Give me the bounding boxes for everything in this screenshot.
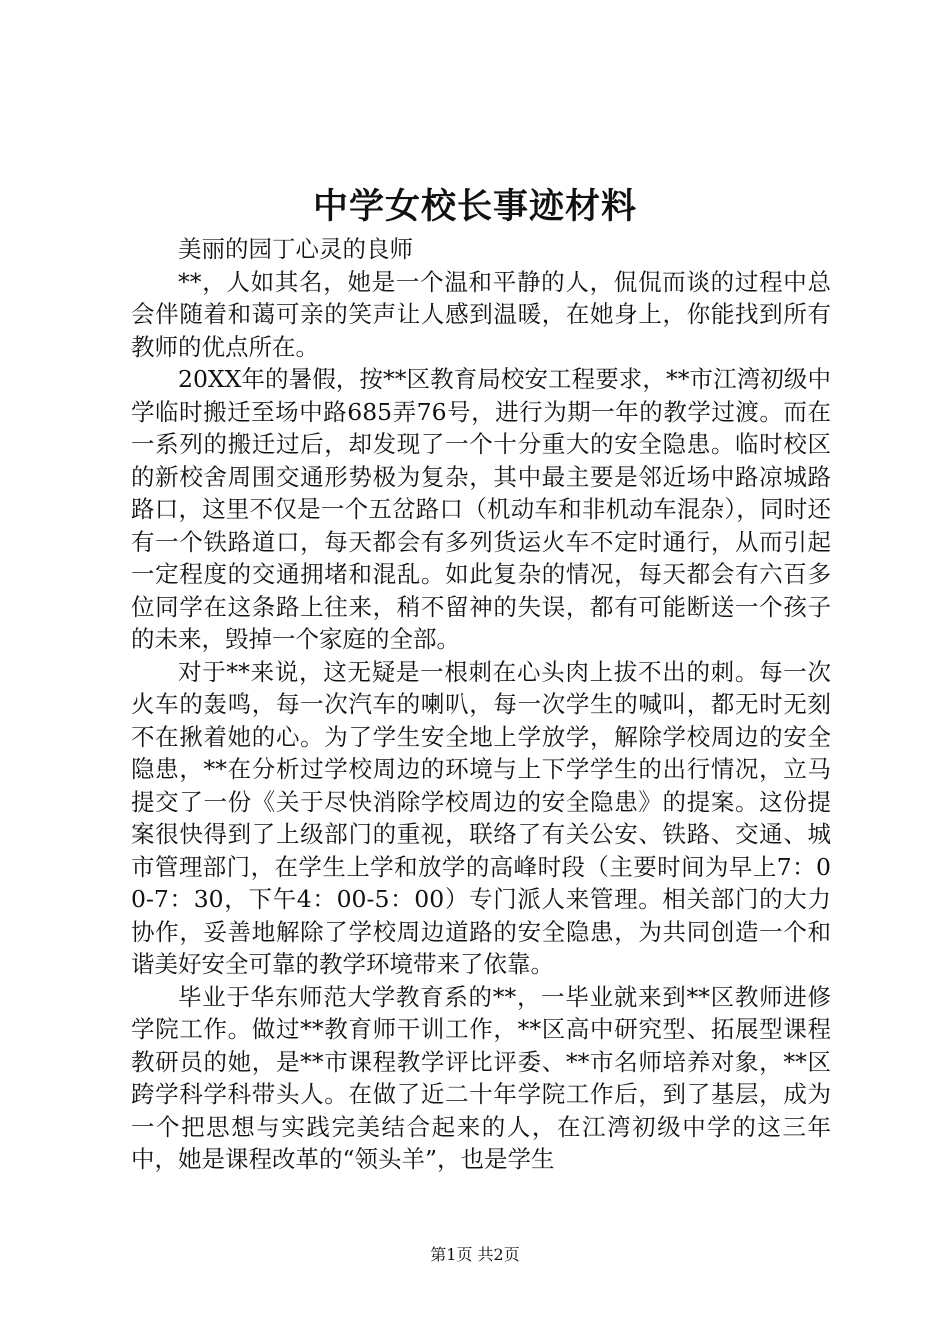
body-paragraph: 对于**来说，这无疑是一根刺在心头肉上拔不出的刺。每一次火车的轰鸣，每一次汽车的喇叭，每一次学生的喊叫，都无时无刻不在揪着她的心。为了学生安全地上学放学，解除学校周边的安全隐患，**在分析过学校周边的环境与上下学学生的出行情况，立马提交了一份《关于尽快消除学校周边的安全隐患》的提案。这份提案很快得到了上级部门的重视，联络了有关公安、铁路、交通、城市管理部门，在学生上学和放学的高峰时段（主要时间为早上7：00-7：30，下午4：00-5：00）专门派人来管理。相关部门的大力协作，妥善地解除了学校周边道路的安全隐患，为共同创造一个和谐美好安全可靠的教学环境带来了依靠。 <box>131 657 831 978</box>
body-paragraph: 20XX年的暑假，按**区教育局校安工程要求，**市江湾初级中学临时搬迁至场中路685弄76号，进行为期一年的教学过渡。而在一系列的搬迁过后，却发现了一个十分重大的安全隐患。临时校区的新校舍周围交通形势极为复杂，其中最主要是邻近场中路凉城路路口，这里不仅是一个五岔路口（机动车和非机动车混杂），同时还有一个铁路道口，每天都会有多列货运火车不定时通行，从而引起一定程度的交通拥堵和混乱。如此复杂的情况，每天都会有六百多位同学在这条路上往来，稍不留神的失误，都有可能断送一个孩子的未来，毁掉一个家庭的全部。 <box>131 365 831 653</box>
document-body <box>131 233 831 1176</box>
body-paragraph: **，人如其名，她是一个温和平静的人，侃侃而谈的过程中总会伴随着和蔼可亲的笑声让人感到温暖，在她身上，你能找到所有教师的优点所在。 <box>131 267 831 361</box>
page-number-footer: 第1页 共2页 <box>430 1245 520 1264</box>
body-paragraph: 毕业于华东师范大学教育系的**，一毕业就来到**区教师进修学院工作。做过**教育师干训工作，**区高中研究型、拓展型课程教研员的她，是**市课程教学评比评委、**市名师培养对象，**区跨学科学科带头人。在做了近二十年学院工作后，到了基层，成为一个把思想与实践完美结合起来的人，在江湾初级中学的这三年中，她是课程改革的“领头羊”，也是学生 <box>131 982 831 1173</box>
subtitle-paragraph: 美丽的园丁心灵的良师 <box>178 235 413 263</box>
document-title: 中学女校长事迹材料 <box>312 186 637 227</box>
